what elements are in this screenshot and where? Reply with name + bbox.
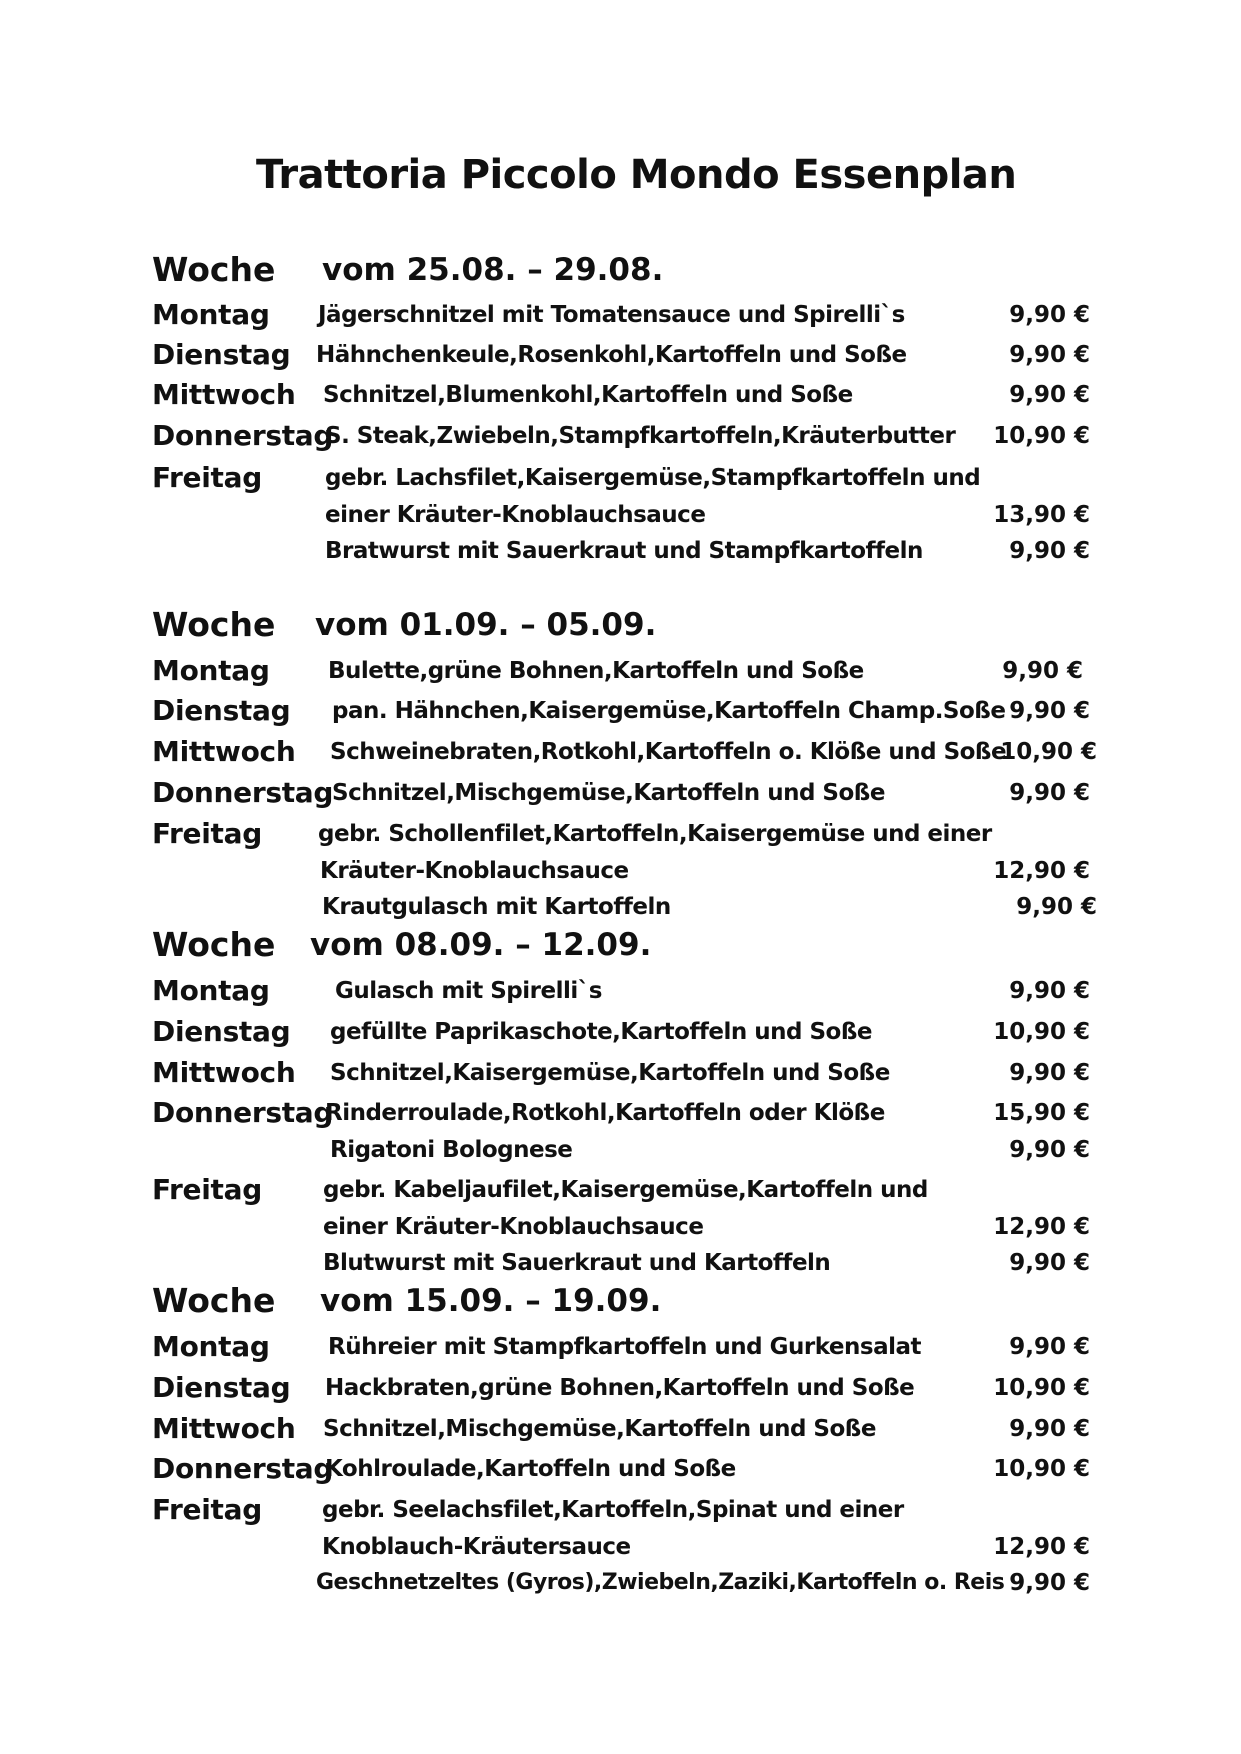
- weekday-label: Freitag: [152, 1173, 262, 1206]
- menu-row: [0, 1055, 1241, 1091]
- dish-name: Bulette,grüne Bohnen,Kartoffeln und Soße: [328, 658, 864, 684]
- weekday-label: Freitag: [152, 461, 262, 494]
- menu-row: [0, 1132, 1241, 1168]
- week-range: vom 01.09. – 05.09.: [315, 607, 657, 643]
- dish-price: 12,90 €: [993, 1214, 1090, 1240]
- dish-price: 9,90 €: [1002, 658, 1083, 684]
- dish-name: gefüllte Paprikaschote,Kartoffeln und Soße: [330, 1019, 872, 1045]
- weekday-label: Mittwoch: [152, 735, 296, 768]
- menu-row: [0, 653, 1241, 689]
- dish-price: 9,90 €: [1009, 1137, 1090, 1163]
- menu-row: [0, 1209, 1241, 1245]
- dish-price: 9,90 €: [1009, 342, 1090, 368]
- menu-row: [0, 533, 1241, 569]
- weekday-label: Donnerstag: [152, 419, 334, 452]
- dish-price: 9,90 €: [1009, 1250, 1090, 1276]
- dish-name: Geschnetzeltes (Gyros),Zwiebeln,Zaziki,Kartoffeln o. Reis: [316, 1570, 1005, 1595]
- weekday-label: Freitag: [152, 1493, 262, 1526]
- menu-row: [0, 1329, 1241, 1365]
- weekday-label: Montag: [152, 974, 270, 1007]
- dish-price: 9,90 €: [1009, 978, 1090, 1004]
- dish-name: Kohlroulade,Kartoffeln und Soße: [325, 1456, 736, 1482]
- weekday-label: Dienstag: [152, 694, 291, 727]
- menu-row: [0, 734, 1241, 770]
- dish-price: 10,90 €: [1000, 739, 1097, 765]
- menu-row: [0, 1565, 1241, 1601]
- dish-price: 13,90 €: [993, 502, 1090, 528]
- menu-row: [0, 1172, 1241, 1208]
- dish-name: Schweinebraten,Rotkohl,Kartoffeln o. Klöße und Soße: [330, 739, 1007, 765]
- weekday-label: Donnerstag: [152, 776, 334, 809]
- weekday-label: Donnerstag: [152, 1452, 334, 1485]
- weekday-label: Dienstag: [152, 1371, 291, 1404]
- weekday-label: Mittwoch: [152, 1056, 296, 1089]
- menu-row: [0, 973, 1241, 1009]
- dish-name: pan. Hähnchen,Kaisergemüse,Kartoffeln Champ.Soße: [332, 698, 1006, 724]
- weekday-label: Mittwoch: [152, 378, 296, 411]
- dish-name: Bratwurst mit Sauerkraut und Stampfkartoffeln: [325, 538, 923, 564]
- week-range: vom 15.09. – 19.09.: [320, 1283, 662, 1319]
- menu-row: [0, 693, 1241, 729]
- menu-row: [0, 889, 1241, 925]
- dish-price: 9,90 €: [1009, 302, 1090, 328]
- dish-price: 9,90 €: [1009, 1570, 1090, 1596]
- week-label: Woche: [152, 605, 276, 644]
- weekday-label: Montag: [152, 654, 270, 687]
- weekday-label: Montag: [152, 298, 270, 331]
- menu-row: [0, 1411, 1241, 1447]
- dish-price: 15,90 €: [993, 1100, 1090, 1126]
- dish-name: Hähnchenkeule,Rosenkohl,Kartoffeln und Soße: [316, 342, 907, 368]
- weekday-label: Mittwoch: [152, 1412, 296, 1445]
- weekday-label: Donnerstag: [152, 1096, 334, 1129]
- dish-name: S. Steak,Zwiebeln,Stampfkartoffeln,Kräuterbutter: [325, 423, 956, 449]
- dish-price: 12,90 €: [993, 858, 1090, 884]
- dish-name: Hackbraten,grüne Bohnen,Kartoffeln und Soße: [325, 1375, 915, 1401]
- menu-row: [0, 1492, 1241, 1528]
- menu-row: [0, 297, 1241, 333]
- dish-price: 9,90 €: [1009, 1334, 1090, 1360]
- menu-row: [0, 497, 1241, 533]
- menu-row: [0, 1245, 1241, 1281]
- menu-row: [0, 460, 1241, 496]
- weekday-label: Freitag: [152, 817, 262, 850]
- week-range: vom 25.08. – 29.08.: [322, 252, 664, 288]
- menu-row: [0, 1370, 1241, 1406]
- week-range: vom 08.09. – 12.09.: [310, 927, 652, 963]
- menu-row: [0, 418, 1241, 454]
- dish-name: einer Kräuter-Knoblauchsauce: [325, 502, 706, 528]
- dish-price: 12,90 €: [993, 1534, 1090, 1560]
- menu-row: [0, 1451, 1241, 1487]
- menu-row: [0, 1095, 1241, 1131]
- dish-name: Blutwurst mit Sauerkraut und Kartoffeln: [323, 1250, 831, 1276]
- dish-price: 9,90 €: [1009, 1416, 1090, 1442]
- dish-name: Krautgulasch mit Kartoffeln: [322, 894, 671, 920]
- dish-price: 9,90 €: [1009, 538, 1090, 564]
- dish-name: Schnitzel,Mischgemüse,Kartoffeln und Soße: [323, 1416, 876, 1442]
- dish-name: Rühreier mit Stampfkartoffeln und Gurkensalat: [328, 1334, 922, 1360]
- menu-row: [0, 1529, 1241, 1565]
- dish-price: 9,90 €: [1009, 698, 1090, 724]
- dish-price: 10,90 €: [993, 423, 1090, 449]
- dish-name: Kräuter-Knoblauchsauce: [320, 858, 629, 884]
- week-header: [0, 607, 1241, 643]
- dish-price: 10,90 €: [993, 1456, 1090, 1482]
- menu-row: [0, 816, 1241, 852]
- dish-price: 9,90 €: [1009, 382, 1090, 408]
- menu-row: [0, 853, 1241, 889]
- weekday-label: Dienstag: [152, 338, 291, 371]
- dish-name: einer Kräuter-Knoblauchsauce: [323, 1214, 704, 1240]
- dish-name: Rigatoni Bolognese: [330, 1137, 573, 1163]
- menu-row: [0, 1014, 1241, 1050]
- dish-name: gebr. Lachsfilet,Kaisergemüse,Stampfkartoffeln und: [325, 465, 981, 491]
- dish-name: Schnitzel,Mischgemüse,Kartoffeln und Soße: [332, 780, 885, 806]
- dish-name: Rinderroulade,Rotkohl,Kartoffeln oder Klöße: [325, 1100, 885, 1126]
- week-header: [0, 252, 1241, 288]
- dish-price: 10,90 €: [993, 1019, 1090, 1045]
- weekday-label: Montag: [152, 1330, 270, 1363]
- weekday-label: Dienstag: [152, 1015, 291, 1048]
- menu-row: [0, 337, 1241, 373]
- dish-name: Gulasch mit Spirelli`s: [335, 978, 602, 1004]
- dish-name: Schnitzel,Kaisergemüse,Kartoffeln und Soße: [330, 1060, 890, 1086]
- dish-price: 9,90 €: [1009, 780, 1090, 806]
- dish-price: 9,90 €: [1016, 894, 1097, 920]
- menu-row: [0, 377, 1241, 413]
- week-label: Woche: [152, 1281, 276, 1320]
- dish-name: gebr. Schollenfilet,Kartoffeln,Kaisergemüse und einer: [318, 821, 992, 847]
- dish-name: gebr. Seelachsfilet,Kartoffeln,Spinat und einer: [322, 1497, 904, 1523]
- week-label: Woche: [152, 250, 276, 289]
- week-header: [0, 927, 1241, 963]
- dish-name: gebr. Kabeljaufilet,Kaisergemüse,Kartoffeln und: [323, 1177, 928, 1203]
- page-title: Trattoria Piccolo Mondo Essenplan: [256, 152, 1017, 198]
- menu-row: [0, 775, 1241, 811]
- dish-name: Knoblauch-Kräutersauce: [322, 1534, 631, 1560]
- dish-name: Jägerschnitzel mit Tomatensauce und Spirelli`s: [318, 302, 905, 328]
- week-header: [0, 1283, 1241, 1319]
- week-label: Woche: [152, 925, 276, 964]
- dish-price: 10,90 €: [993, 1375, 1090, 1401]
- dish-name: Schnitzel,Blumenkohl,Kartoffeln und Soße: [323, 382, 853, 408]
- dish-price: 9,90 €: [1009, 1060, 1090, 1086]
